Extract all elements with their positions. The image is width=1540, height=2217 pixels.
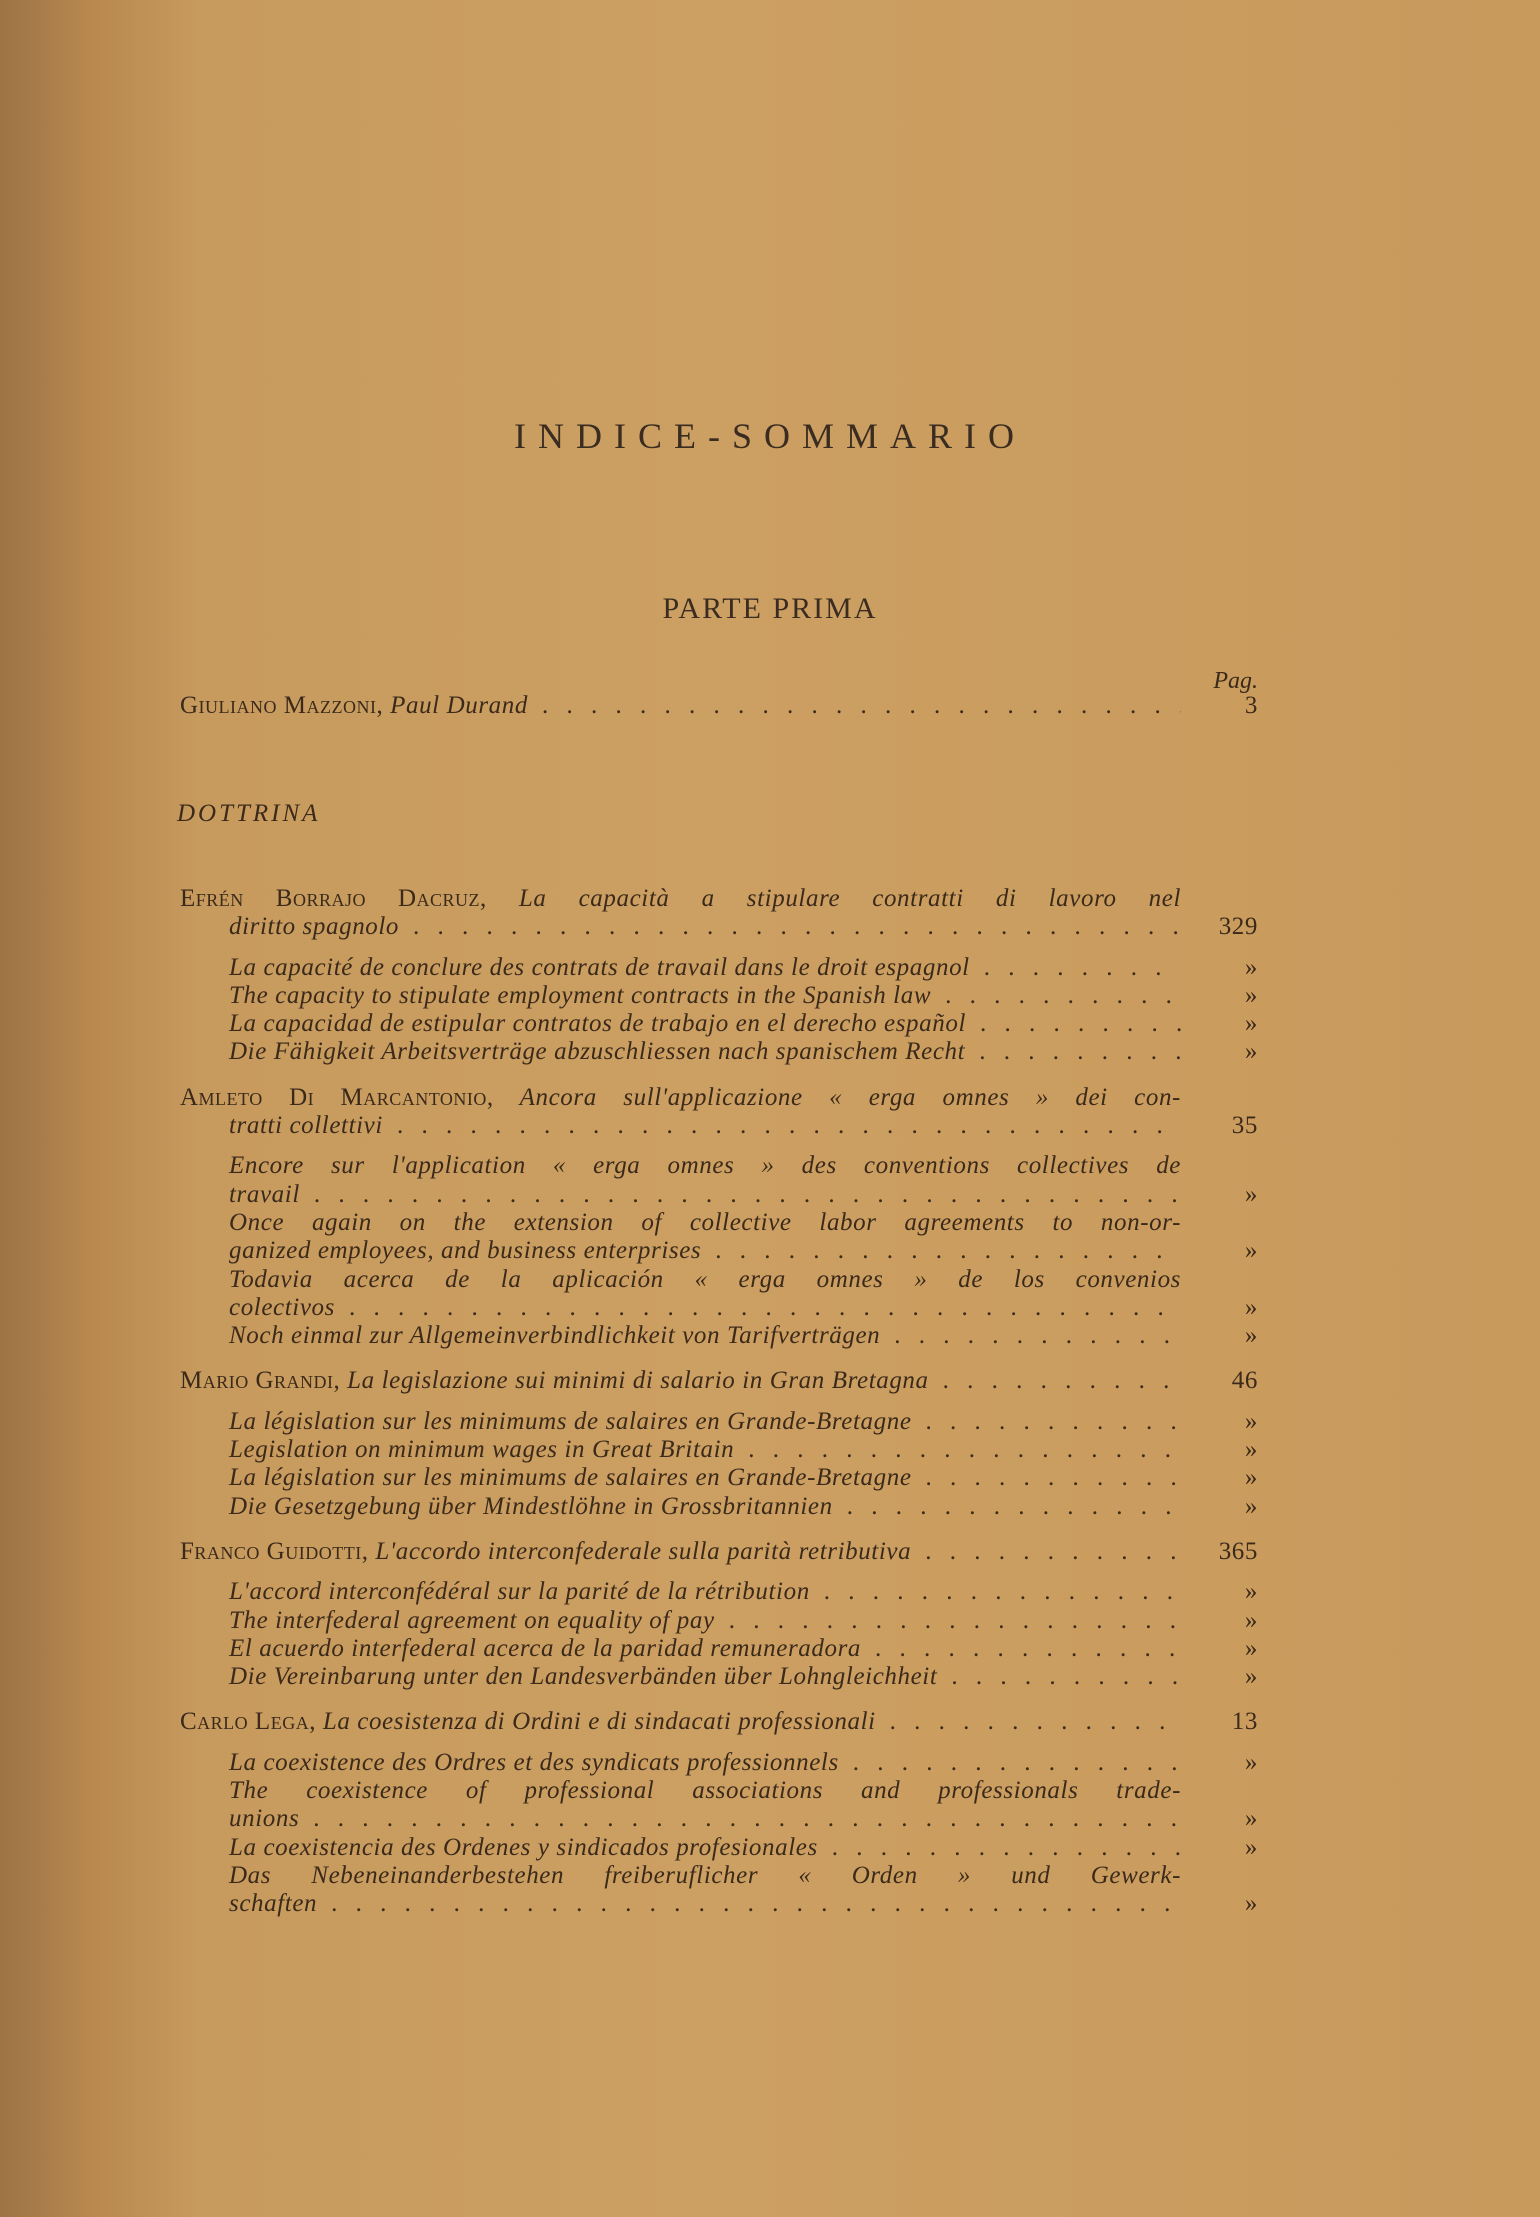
- page-ditto: »: [1244, 1293, 1258, 1321]
- translation-row: [180, 1038, 1258, 1066]
- entry-line: [180, 954, 1181, 982]
- entry-line: [180, 1436, 1181, 1464]
- entry-line: [180, 1663, 1181, 1691]
- entry-title-line: The capacity to stipulate employment contracts in the Spanish law: [229, 981, 932, 1009]
- entry-line: [180, 1112, 1181, 1140]
- entry-line: [180, 1266, 1181, 1294]
- translation-title: [180, 954, 1181, 982]
- page-ditto: »: [1244, 1010, 1258, 1038]
- article-entry: [180, 1708, 1258, 1918]
- entry-title-line: La capacité de conclure des contrats de travail dans le droit espagnol: [229, 953, 970, 981]
- entry-line: [180, 1890, 1181, 1918]
- entry-author: Carlo Lega,: [180, 1708, 316, 1736]
- translation-title: [180, 1635, 1181, 1663]
- entry-title-line: unions: [229, 1805, 300, 1833]
- translation-row: [180, 982, 1258, 1010]
- page-number: 46: [1231, 1367, 1258, 1395]
- entry-line: [180, 1777, 1181, 1805]
- entry-line: [180, 1749, 1181, 1777]
- article-title: [180, 1538, 1181, 1566]
- entry-title-line: El acuerdo interfederal acerca de la paridad remuneradora: [229, 1634, 862, 1662]
- entry-title-line: Das Nebeneinanderbestehen freiberuflicher « Orden » und Gewerk-: [229, 1861, 1181, 1889]
- page-ditto: »: [1244, 1748, 1258, 1776]
- entry-title-line: Encore sur l'application « erga omnes » des conventions collectives de: [229, 1152, 1181, 1180]
- entry-title-line: La capacità a stipulare contratti di lavoro nel: [518, 885, 1181, 912]
- entry-line: [180, 1538, 1181, 1566]
- entry-title-line: travail: [229, 1180, 300, 1208]
- translation-row: [180, 1408, 1258, 1436]
- page-number: 35: [1231, 1112, 1258, 1140]
- translation-title: [180, 1436, 1181, 1464]
- page-ditto: »: [1244, 1606, 1258, 1634]
- entry-title-line: The interfederal agreement on equality of pay: [229, 1606, 715, 1634]
- entry-line: [180, 1038, 1181, 1066]
- article-entry: [180, 1084, 1258, 1351]
- page-ditto: »: [1244, 1578, 1258, 1606]
- entry-line: [180, 885, 1181, 913]
- entry-line: [180, 1805, 1181, 1833]
- entry-line: [180, 1010, 1181, 1038]
- page-number: 13: [1231, 1708, 1258, 1736]
- translation-title: [180, 1408, 1181, 1436]
- entry-title-line: schaften: [229, 1890, 318, 1918]
- entry-title-line: Die Vereinbarung unter den Landesverbänden über Lohngleichheit: [229, 1663, 938, 1691]
- entry-title-line: La coexistence des Ordres et des syndicats professionnels: [229, 1748, 839, 1776]
- page-ditto: »: [1244, 1890, 1258, 1918]
- page-ditto: »: [1244, 1180, 1258, 1208]
- article-entry: [180, 1538, 1258, 1691]
- article-entry: [180, 885, 1258, 1067]
- entry-line: [180, 1367, 1181, 1395]
- section-heading: DOTTRINA: [177, 800, 321, 827]
- entry-line: [180, 1578, 1181, 1606]
- page-column-label: Pag.: [1213, 668, 1258, 694]
- translation-row: [180, 1322, 1258, 1350]
- translation-title: [180, 1010, 1181, 1038]
- page-number: 3: [1244, 692, 1258, 719]
- article-title: [180, 1708, 1181, 1736]
- translation-row: [180, 1436, 1258, 1464]
- page-ditto: »: [1244, 1663, 1258, 1691]
- entry-title-line: Ancora sull'applicazione « erga omnes » dei con-: [519, 1083, 1181, 1111]
- entry-title-line: tratti collettivi: [229, 1112, 383, 1140]
- entry-title-line: Die Fähigkeit Arbeitsverträge abzuschliessen nach spanischem Recht: [229, 1038, 966, 1066]
- translation-row: [180, 1862, 1258, 1919]
- entry-title-line: La legislazione sui minimi di salario in Gran Bretagna: [347, 1367, 929, 1395]
- page-ditto: »: [1244, 1492, 1258, 1520]
- translation-title: [180, 1777, 1181, 1834]
- translation-title: [180, 1607, 1181, 1635]
- entry-title-line: Noch einmal zur Allgemeinverbindlichkeit von Tarifverträgen: [229, 1322, 881, 1350]
- page-ditto: »: [1244, 1805, 1258, 1833]
- article-title: [180, 1084, 1181, 1141]
- article-list: [180, 885, 1258, 1936]
- translation-row: [180, 1493, 1258, 1521]
- translation-title: [180, 1749, 1181, 1777]
- entry-line: [180, 1834, 1181, 1862]
- entry-title-line: ganized employees, and business enterprises: [229, 1237, 702, 1265]
- entry-title-line: Todavia acerca de la aplicación « erga omnes » de los convenios: [229, 1265, 1181, 1293]
- entry-title-line: Die Gesetzgebung über Mindestlöhne in Grossbritannien: [229, 1492, 833, 1520]
- entry-line: [180, 1708, 1181, 1736]
- entry-title-line: La législation sur les minimums de salaires en Grande-Bretagne: [229, 1407, 912, 1435]
- translation-row: [180, 1749, 1258, 1777]
- translation-title: [180, 1663, 1181, 1691]
- entry-title-line: Legislation on minimum wages in Great Britain: [229, 1436, 735, 1464]
- entry-title-line: L'accordo interconfederale sulla parità retributiva: [375, 1537, 912, 1565]
- entry-line: [180, 1181, 1181, 1209]
- entry-author: Franco Guidotti,: [180, 1537, 369, 1565]
- page-ditto: »: [1244, 1634, 1258, 1662]
- translation-title: [180, 1266, 1181, 1323]
- article-main-row: [180, 885, 1258, 942]
- translation-row: [180, 1777, 1258, 1834]
- entry-title-line: diritto spagnolo: [229, 913, 400, 941]
- translation-title: [180, 1493, 1181, 1521]
- translation-row: [180, 954, 1258, 982]
- translation-row: [180, 1635, 1258, 1663]
- page-ditto: »: [1244, 1464, 1258, 1492]
- translation-title: [180, 1038, 1181, 1066]
- article-main-row: [180, 1367, 1258, 1395]
- entry-line: [180, 1209, 1181, 1237]
- article-entry: [180, 1367, 1258, 1520]
- entry-line: [180, 1408, 1181, 1436]
- part-heading: PARTE PRIMA: [662, 592, 878, 625]
- page-ditto: »: [1244, 1237, 1258, 1265]
- entry-title: Paul Durand: [390, 692, 528, 719]
- entry-author: Amleto Di Marcantonio,: [180, 1083, 494, 1111]
- translation-title: [180, 982, 1181, 1010]
- entry-title-line: L'accord interconfédéral sur la parité de la rétribution: [229, 1578, 810, 1606]
- entry-line: [180, 1607, 1181, 1635]
- entry-line: [180, 1237, 1181, 1265]
- translation-title: [180, 1152, 1181, 1209]
- entry-title-line: colectivos: [229, 1293, 335, 1321]
- entry-line: [180, 1493, 1181, 1521]
- page-ditto: »: [1244, 981, 1258, 1009]
- page-ditto: »: [1244, 1322, 1258, 1350]
- entry-title-line: Once again on the extension of collective labor agreements to non-or-: [229, 1208, 1181, 1236]
- intro-entry: [180, 692, 1258, 720]
- translation-row: [180, 1834, 1258, 1862]
- entry-title-line: La coesistenza di Ordini e di sindacati professionali: [322, 1708, 876, 1736]
- entry-line: [180, 1152, 1181, 1180]
- translation-row: [180, 1152, 1258, 1209]
- entry-title-line: La capacidad de estipular contratos de trabajo en el derecho español: [229, 1010, 966, 1038]
- translation-row: [180, 1209, 1258, 1266]
- translation-title: [180, 1834, 1181, 1862]
- article-title: [180, 885, 1181, 942]
- article-main-row: [180, 1708, 1258, 1736]
- article-main-row: [180, 1538, 1258, 1566]
- entry-line: [180, 1294, 1181, 1322]
- translation-title: [180, 1464, 1181, 1492]
- entry-line: [180, 1635, 1181, 1663]
- article-title: [180, 1367, 1181, 1395]
- entry-author: Mario Grandi,: [180, 1367, 341, 1395]
- entry-line: [180, 982, 1181, 1010]
- page-number: 329: [1218, 913, 1258, 941]
- entry-author: Efrén Borrajo Dacruz,: [180, 885, 487, 912]
- translation-row: [180, 1607, 1258, 1635]
- translation-row: [180, 1578, 1258, 1606]
- page-ditto: »: [1244, 1833, 1258, 1861]
- translation-row: [180, 1663, 1258, 1691]
- translation-title: [180, 1322, 1181, 1350]
- page-number: 365: [1218, 1537, 1258, 1565]
- entry-title-line: The coexistence of professional associations and professionals trade-: [229, 1777, 1181, 1805]
- translation-title: [180, 1862, 1181, 1919]
- page-ditto: »: [1244, 953, 1258, 981]
- entry-title-line: La législation sur les minimums de salaires en Grande-Bretagne: [229, 1464, 912, 1492]
- translation-title: [180, 1209, 1181, 1266]
- translation-row: [180, 1266, 1258, 1323]
- page-ditto: »: [1244, 1038, 1258, 1066]
- entry-line: [180, 913, 1181, 941]
- translation-row: [180, 1464, 1258, 1492]
- entry-author: Giuliano Mazzoni,: [180, 692, 384, 719]
- translation-row: [180, 1010, 1258, 1038]
- entry-line: [180, 1322, 1181, 1350]
- page-title: INDICE-SOMMARIO: [514, 416, 1026, 456]
- translation-title: [180, 1578, 1181, 1606]
- entry-line: [180, 1084, 1181, 1112]
- article-main-row: [180, 1084, 1258, 1141]
- page-ditto: »: [1244, 1436, 1258, 1464]
- entry-title-line: La coexistencia des Ordenes y sindicados profesionales: [229, 1833, 818, 1861]
- entry-line: [180, 1464, 1181, 1492]
- page-ditto: »: [1244, 1407, 1258, 1435]
- entry-line: [180, 1862, 1181, 1890]
